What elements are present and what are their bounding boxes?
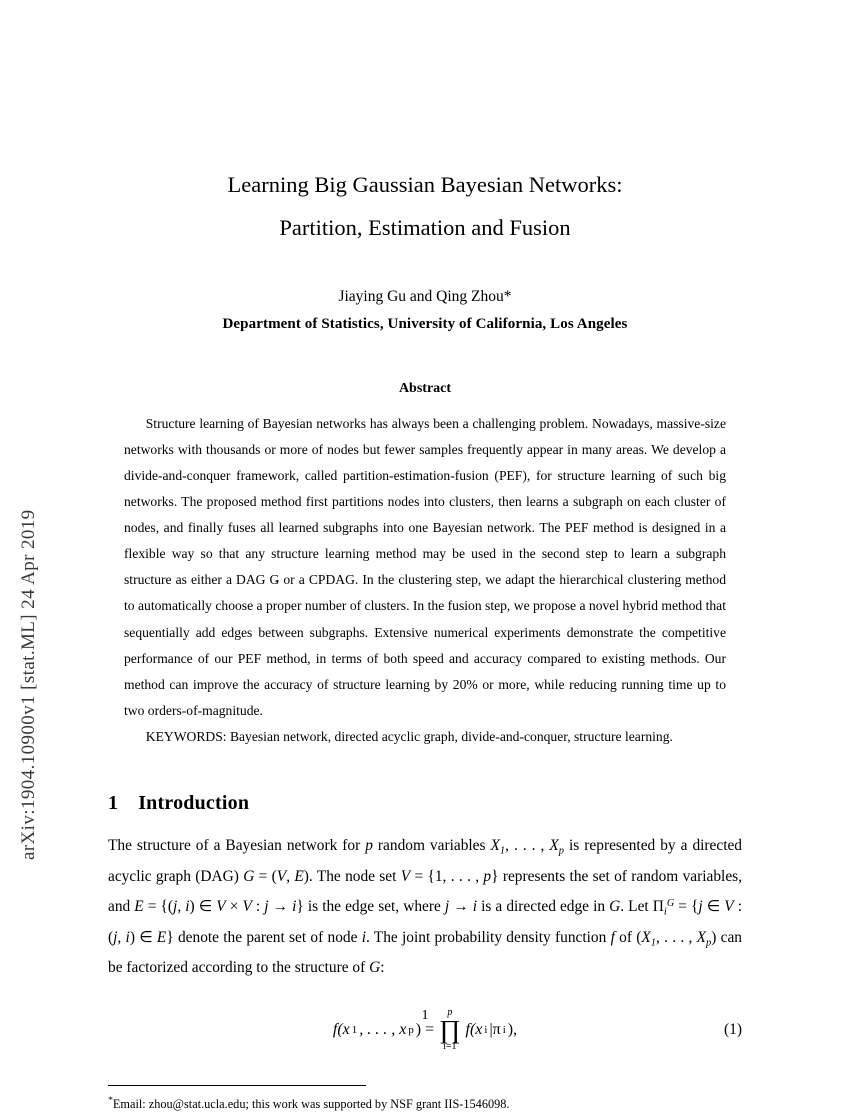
section-title: Introduction [138, 791, 250, 814]
intro-text-8: . Let [620, 897, 653, 915]
page-title [108, 168, 742, 246]
abstract-body [108, 411, 742, 750]
footnote-divider [108, 1085, 366, 1086]
eq-rhs-sub: i [484, 1024, 488, 1037]
author-list: Jiaying Gu and Qing Zhou* [338, 287, 512, 305]
abstract-keywords: KEYWORDS: Bayesian network, directed acyclic graph, divide-and-conquer, structure learning. [145, 728, 673, 744]
product-lower-limit: i=1 [443, 1041, 457, 1053]
eq-rhs-bar: |π [489, 1021, 501, 1039]
title-line-1: Learning Big Gaussian Bayesian Networks: [227, 172, 623, 197]
product-upper-limit: p [447, 1007, 453, 1019]
intro-text-12: can be factorized according to the structure of [108, 928, 742, 977]
intro-text-13: : [380, 959, 385, 977]
equation-1-number: (1) [724, 1021, 742, 1039]
section-heading-introduction [108, 792, 742, 815]
title-line-2: Partition, Estimation and Fusion [279, 214, 571, 240]
page-number: 1 [421, 1008, 429, 1023]
eq-lhs-sub: 1 [351, 1024, 358, 1037]
eq-lhs-end: ) = [415, 1021, 435, 1039]
eq-lhs: f(x [332, 1021, 350, 1039]
eq-rhs-end: ), [507, 1021, 518, 1039]
introduction-paragraph: The structure of a Bayesian network for p random variables $X_1$, . . . , $X_p$ is represented by a directed acyclic graph (DAG) G = (V, E). The node set V = {1, . . . , p} represents the set of random variables, and E = {(j, i) ∈ V × V : j → i} is the edge set, where j → i is a directed edge in G. Let $\Pi_i^G = \{j$ ∈ V : (j, i) ∈ E} denote the parent set of node i. The joint probability density function f of ($X_1$, . . . , $X_p$) can be factorized according to the structure of G: [108, 836, 743, 977]
eq-lhs-mid: , . . . , x [359, 1021, 407, 1039]
intro-text-11: of [614, 928, 637, 946]
arxiv-identifier-stamp: arXiv:1904.10900v1 [stat.ML] 24 Apr 2019 [18, 509, 39, 860]
eq-rhs-sub2: i [502, 1024, 506, 1037]
footnote-marker: * [108, 1095, 113, 1107]
product-glyph: ∏ [439, 1015, 461, 1045]
intro-text-4: . The node set [308, 867, 401, 885]
abstract-heading: Abstract [398, 380, 452, 396]
affiliation: Department of Statistics, University of California, Los Angeles [222, 315, 628, 332]
intro-text-5: represents the set of random variables, and [108, 867, 742, 915]
intro-text-10: . The joint probability density function [365, 928, 611, 946]
intro-text-2: random variables [372, 836, 491, 854]
intro-text-7: is a directed edge in [477, 897, 610, 915]
eq-lhs-sub2: p [408, 1024, 414, 1037]
intro-text-3: is represented by a directed acyclic graph (DAG) [108, 836, 743, 885]
paper-content [108, 0, 742, 1114]
intro-text-6: is the edge set, where [303, 897, 445, 915]
abstract-paragraph-1: Structure learning of Bayesian networks has always been a challenging problem. Nowadays, massive-size networks with thousands or more of nodes but fewer samples frequently appear in many areas. We develop a divide-and-conquer framework, called partition-estimation-fusion (PEF), for structure learning of such big networks. The proposed method first partitions nodes into clusters, then learns a subgraph on each cluster of nodes, and finally fuses all learned subgraphs into one Bayesian network. The PEF method is designed in a flexible way so that any structure learning method may be used in the second step to learn a subgraph structure as either a DAG Ǥ or a CPDAG. In the clustering step, we adapt the hierarchical clustering method to automatically choose a proper number of clusters. In the fusion step, we propose a novel hybrid method that sequentially add edges between subgraphs. Extensive numerical experiments demonstrate the competitive performance of our PEF method, in terms of both speed and accuracy compared to existing methods. Our method can improve the accuracy of structure learning by 20% or more, while reducing running time up to two orders-of-magnitude. [124, 415, 726, 718]
section-number: 1 [108, 791, 119, 814]
footnote-text: Email: zhou@stat.ucla.edu; this work was supported by NSF grant IIS-1546098. [112, 1097, 510, 1112]
intro-text-9: denote the parent set of node [173, 928, 362, 946]
eq-rhs: f(x [465, 1021, 483, 1039]
footnote [108, 1094, 742, 1114]
intro-text-1: The structure of a Bayesian network for [108, 836, 366, 854]
